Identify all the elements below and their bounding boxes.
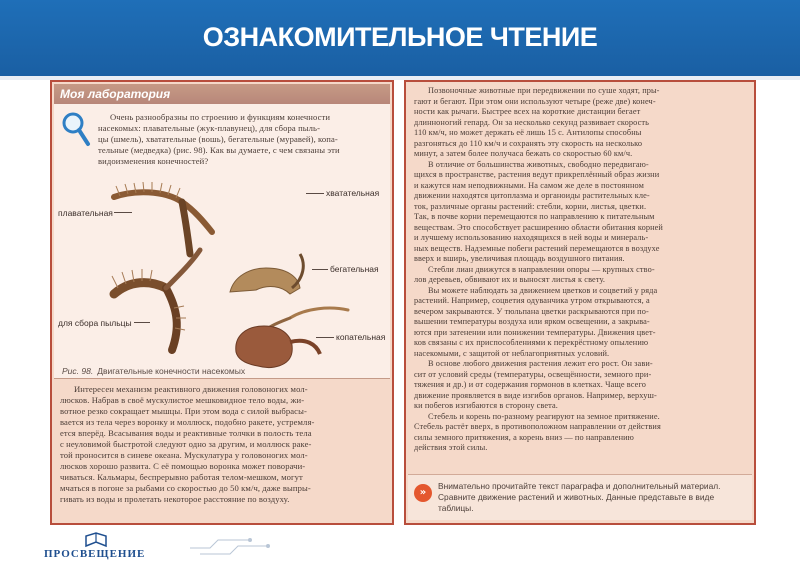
text-line: 110 км/ч, но может держать её лишь 15 с. Антилопы способны: [414, 128, 642, 137]
assignment-box: [408, 474, 752, 520]
text-line: мчаться в погоне за рыбами со скоростью до 50 км/ч, даже выпры-: [60, 483, 311, 493]
text-line: ток, различные органы растений: стебли, корни, листья, цветки.: [414, 201, 647, 211]
text-line: В основе любого движения растения лежит его рост. Он зави-: [428, 359, 653, 368]
text-line: щихся в пространстве, растения ведут прикреплённый образ жизни: [414, 170, 660, 179]
text-line: Стебель растёт вверх, в противоположном направлении от действия: [414, 422, 661, 431]
grasping-leg-illustration: [230, 254, 303, 294]
pollen-leg-illustration: [112, 250, 200, 350]
label-grasping: хватательная: [326, 188, 380, 198]
label-swimming: плавательная: [58, 208, 113, 218]
text-line: тяжения и др.) и от содержания гормонов в клетках. Чаще всего: [414, 380, 646, 389]
text-line: вечером закрываются. У тюльпана цветки раскрываются при по-: [414, 306, 649, 316]
text-line: сит от условий среды (температуры, освещённости, земного при-: [414, 369, 652, 379]
text-line: Вы можете наблюдать за движением цветков и соцветий у ряда: [428, 285, 658, 295]
leader-line: [306, 193, 324, 194]
publisher-logo: [44, 532, 154, 562]
text-line: Стебель и корень по-разному реагируют на земное притяжение.: [428, 411, 660, 421]
figure-caption: [62, 366, 245, 376]
text-line: вается из тела через воронку и моллюск, подобно ракете, устремля-: [60, 417, 315, 427]
swimming-leg-illustration: [114, 182, 212, 254]
text-line: Позвоночные животные при передвижении по суше ходят, пры-: [428, 86, 660, 95]
lab-box: [54, 104, 390, 379]
label-digging: копательная: [336, 332, 386, 342]
text-line: ности как рычаги. Быстрее всех на короткие дистанции бегает: [414, 107, 641, 116]
text-line: лов деревьев, обвивают их и выносят листья к свету.: [414, 275, 606, 284]
text-line: действия этой силы.: [414, 443, 488, 452]
leader-line: [134, 322, 150, 323]
question-line: цы (шмель), хватательные (вошь), бегательные (муравей), копа-: [98, 134, 338, 144]
question-line: насекомых: плавательные (жук-плавунец), для сбора пыль-: [98, 123, 321, 133]
right-page: [404, 80, 756, 525]
text-line: растений. Например, соцветия одуванчика утром открываются, а: [414, 296, 650, 305]
text-line: силы земного притяжения, а корень вниз — по направлению: [414, 432, 634, 442]
leader-line: [312, 269, 328, 270]
text-line: Так, в почве корни перемещаются по направлению к питательным: [414, 212, 655, 221]
book-icon: [84, 532, 108, 548]
text-line: ется вперёд. Всасывания воды и реактивные толчки в полость тела: [60, 428, 312, 438]
text-line: гают и бегают. При этом они используют четыре (реже две) конеч-: [414, 96, 656, 106]
text-line: ки побегов изгибаются в сторону света.: [414, 401, 558, 410]
text-line: насекомыми, с защитой от неблагоприятных условий.: [414, 348, 610, 358]
movement-text: [414, 86, 750, 454]
text-line: длинноногий гепард. Он за несколько секунд развивает скорость: [414, 117, 649, 127]
text-line: минут, а затем более получаса бежать со скоростью 60 км/ч.: [414, 149, 633, 158]
figure-caption-text: Двигательные конечности насекомых: [97, 366, 246, 376]
text-line: той проносится в синеве океана. Мускулатура у головоногих мол-: [60, 450, 308, 460]
text-line: движение проявляется в виде изгибов органов. Например, верхуш-: [414, 390, 657, 400]
label-pollen: для сбора пыльцы: [58, 318, 132, 328]
text-line: вышении температуры воздуха или ярком освещении, а закрыва-: [414, 317, 650, 326]
fast-forward-icon: »: [414, 484, 432, 502]
label-running: бегательная: [330, 264, 379, 274]
question-line: видоизменения конечностей?: [98, 156, 209, 166]
assignment-line: Сравните движение растений и животных. Данные представьте в виде: [438, 492, 715, 502]
text-line: движении находятся цитоплазма и органоиды растительных кле-: [414, 191, 650, 200]
publisher-name: ПРОСВЕЩЕНИЕ: [44, 548, 146, 560]
text-line: вверх и вширь, увеличивая площадь воздушного питания.: [414, 254, 625, 263]
assignment-line: таблицы.: [438, 503, 474, 513]
text-line: веществам. Это способствует расширению области обитания корней: [414, 222, 663, 232]
circuit-decoration: [190, 528, 270, 558]
text-line: вотное резко сокращает мышцы. При этом вода с силой выбрасы-: [60, 406, 307, 416]
text-line: ются при затенении или понижении температуры. Движения цвет-: [414, 327, 656, 337]
text-line: и кажутся нам неподвижными. На самом же деле в постоянном: [414, 180, 644, 190]
text-line: В отличие от большинства животных, свободно передвигаю-: [428, 159, 649, 169]
page-title: ОЗНАКОМИТЕЛЬНОЕ ЧТЕНИЕ: [202, 22, 598, 52]
text-line: Интересен механизм реактивного движения головоногих мол-: [74, 384, 308, 394]
text-line: ных веществ. Надземные побеги растений перемещаются в воздухе: [414, 243, 660, 253]
text-line: люсков хорошо развита. С её помощью воронка может поворачи-: [60, 461, 306, 471]
text-line: чиваться. Кальмары, беспрерывно работая телом-мешком, могут: [60, 472, 303, 482]
text-line: гивать из воды и пролетать некоторое расстояние по воздуху.: [60, 494, 290, 504]
lab-header: [54, 84, 390, 104]
leader-line: [114, 212, 132, 213]
text-line: ков связаны с их приспособлениями к перекрёстному опылению: [414, 338, 649, 347]
question-line: Очень разнообразны по строению и функциям конечности: [110, 112, 331, 122]
leader-line: [316, 337, 334, 338]
left-page: [50, 80, 394, 525]
figure-number: Рис. 98.: [62, 366, 94, 376]
question-line: тельные (медведка) (рис. 98). Как вы думаете, с чем связаны эти: [98, 145, 340, 155]
text-line: люсков. Набрав в своё мускулистое мешковидное тело воды, жи-: [60, 395, 305, 405]
assignment-text: [438, 481, 746, 514]
lab-title: Моя лаборатория: [60, 87, 171, 101]
molluscs-text: [60, 384, 390, 505]
text-line: и лучшему использованию находящихся в ней воды и минераль-: [414, 233, 649, 242]
text-line: разгоняться до 110 км/ч и сохранять эту скорость на несколько: [414, 138, 643, 148]
text-line: с неуловимой быстротой следуют одно за другим, и моллюск раке-: [60, 439, 312, 449]
text-line: Стебли лиан движутся в направлении опоры — крупных ство-: [428, 264, 655, 274]
title-banner: [0, 0, 800, 80]
digging-leg-illustration: [236, 326, 320, 367]
assignment-line: Внимательно прочитайте текст параграфа и дополнительный материал.: [438, 481, 721, 491]
